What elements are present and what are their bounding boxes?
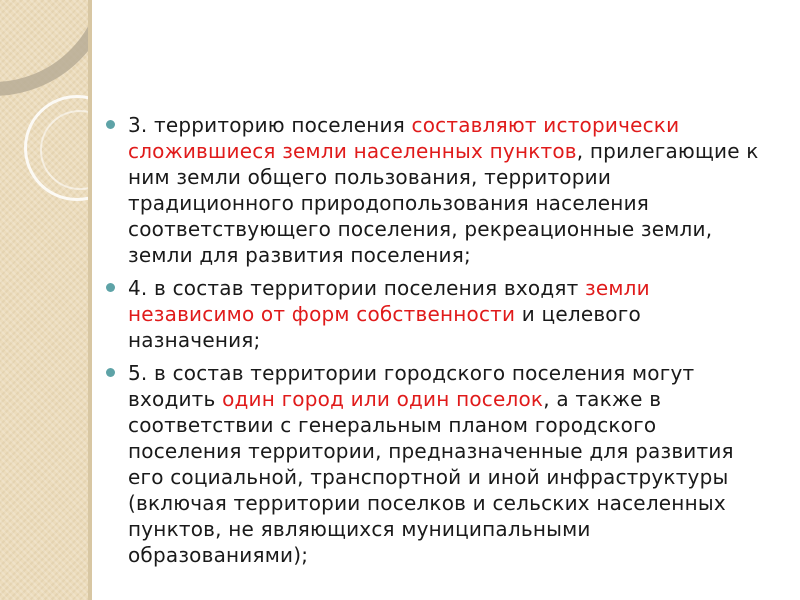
item-text: [128, 276, 650, 352]
item-text-highlight: составляют исторически сложившиеся земли населенных пунктов: [128, 113, 680, 163]
item-text-plain: 4. в состав территории поселения входят: [128, 276, 586, 300]
item-text-plain: и целевого назначения;: [128, 302, 641, 352]
list-item: [104, 360, 764, 568]
bullet-list: [104, 112, 764, 575]
bullet-dot-icon: [106, 368, 115, 377]
item-text: [128, 361, 734, 567]
list-item: [104, 112, 764, 268]
item-text-highlight: земли независимо от форм собственности: [128, 276, 650, 326]
item-text-highlight: один город или один поселок: [222, 387, 544, 411]
item-text-plain: , прилегающие к ним земли общего пользования, территории традиционного природопользования населения соответствующего поселения, рекреационные земли, земли для развития поселения;: [128, 139, 759, 267]
item-text-plain: , а также в соответствии с генеральным планом городского поселения территории, предназначенные для развития его социальной, транспортной и иной инфраструктуры (включая территории поселков и сельских населенных пунктов, не являющихся муниципальными образованиями);: [128, 387, 734, 567]
item-text-plain: 3. территорию поселения: [128, 113, 412, 137]
list-item: [104, 275, 764, 353]
item-text-plain: 5. в состав территории городского поселения могут входить: [128, 361, 695, 411]
bullet-dot-icon: [106, 120, 115, 129]
bullet-dot-icon: [106, 283, 115, 292]
decorative-side-panel: [0, 0, 88, 600]
decorative-ring-top: [0, 0, 88, 96]
panel-edge-divider: [88, 0, 92, 600]
item-text: [128, 113, 759, 267]
